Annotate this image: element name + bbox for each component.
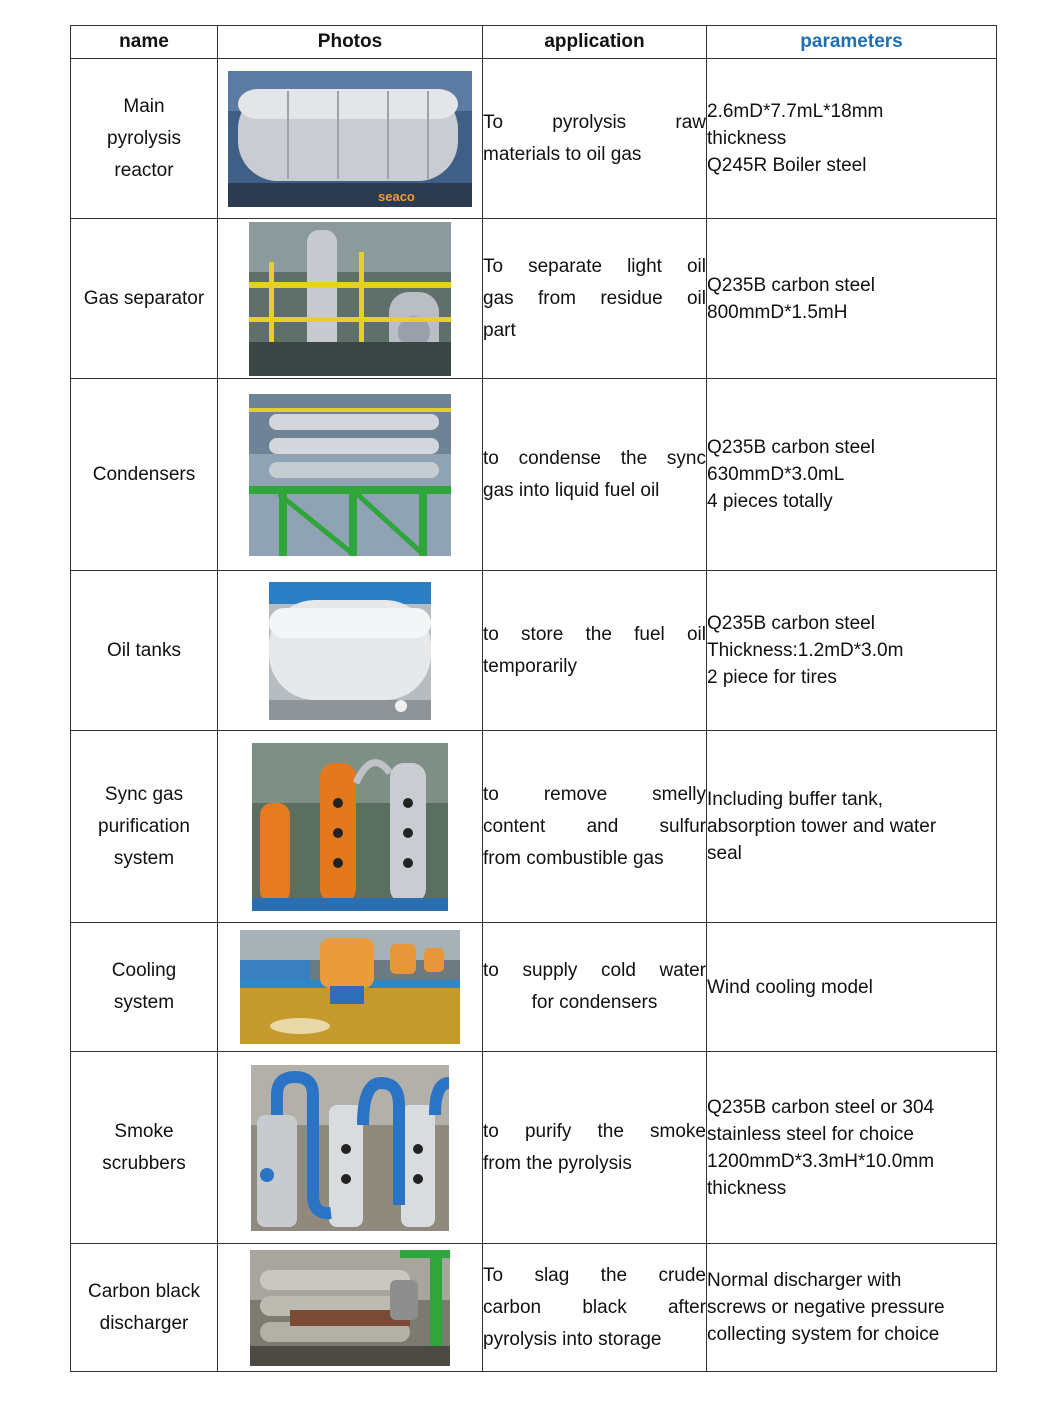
smoke-scrubbers-photo [251, 1065, 449, 1231]
equipment-name: Smoke scrubbers [71, 1052, 218, 1244]
photo-cell [218, 59, 483, 219]
parameters-text: Q235B carbon steel or 304 stainless steel for choice 1200mmD*3.3mH*10.0mm thickness [707, 1052, 997, 1244]
photo-cell [218, 731, 483, 923]
parameters-text: Q235B carbon steel 630mmD*3.0mL 4 pieces totally [707, 379, 997, 571]
application-text: to store the fuel oil temporarily [483, 571, 707, 731]
cooling-tower-photo [240, 930, 460, 1044]
parameters-text: Q235B carbon steel Thickness:1.2mD*3.0m 2 piece for tires [707, 571, 997, 731]
application-text: to supply cold water for condensers [483, 923, 707, 1052]
photo-cell [218, 1244, 483, 1372]
parameters-text: Wind cooling model [707, 923, 997, 1052]
header-row [71, 26, 997, 59]
gas-separator-photo [249, 222, 451, 376]
equipment-name: Oil tanks [71, 571, 218, 731]
table-row [71, 219, 997, 379]
application-text: to purify the smoke from the pyrolysis [483, 1052, 707, 1244]
equipment-name: Gas separator [71, 219, 218, 379]
application-text: to condense the sync gas into liquid fuel oil [483, 379, 707, 571]
equipment-table [70, 25, 997, 1372]
table-row [71, 1244, 997, 1372]
header-application: application [483, 26, 707, 59]
photo-cell [218, 923, 483, 1052]
photo-cell [218, 1052, 483, 1244]
equipment-name: Condensers [71, 379, 218, 571]
application-text: to remove smelly content and sulfur from combustible gas [483, 731, 707, 923]
parameters-text: Normal discharger with screws or negative pressure collecting system for choice [707, 1244, 997, 1372]
condensers-photo [249, 394, 451, 556]
header-photos: Photos [218, 26, 483, 59]
application-text: To pyrolysis raw materials to oil gas [483, 59, 707, 219]
photo-cell [218, 379, 483, 571]
header-parameters: parameters [707, 26, 997, 59]
equipment-name: Carbon black discharger [71, 1244, 218, 1372]
application-text: To slag the crude carbon black after pyrolysis into storage [483, 1244, 707, 1372]
equipment-name: Main pyrolysis reactor [71, 59, 218, 219]
table-row [71, 1052, 997, 1244]
purification-towers-photo [252, 743, 448, 911]
application-text: To separate light oil gas from residue oil part [483, 219, 707, 379]
table-row [71, 379, 997, 571]
equipment-name: Sync gas purification system [71, 731, 218, 923]
carbon-black-discharger-photo [250, 1250, 450, 1366]
table-row [71, 731, 997, 923]
header-name: name [71, 26, 218, 59]
photo-label: seaco [378, 188, 415, 204]
table-row [71, 571, 997, 731]
table-row [71, 59, 997, 219]
photo-cell [218, 219, 483, 379]
parameters-text: Q235B carbon steel 800mmD*1.5mH [707, 219, 997, 379]
pyrolysis-reactor-photo [228, 71, 472, 207]
oil-tank-photo [269, 582, 431, 720]
equipment-name: Cooling system [71, 923, 218, 1052]
parameters-text: 2.6mD*7.7mL*18mm thickness Q245R Boiler steel [707, 59, 997, 219]
parameters-text: Including buffer tank, absorption tower and water seal [707, 731, 997, 923]
photo-cell [218, 571, 483, 731]
table-row [71, 923, 997, 1052]
